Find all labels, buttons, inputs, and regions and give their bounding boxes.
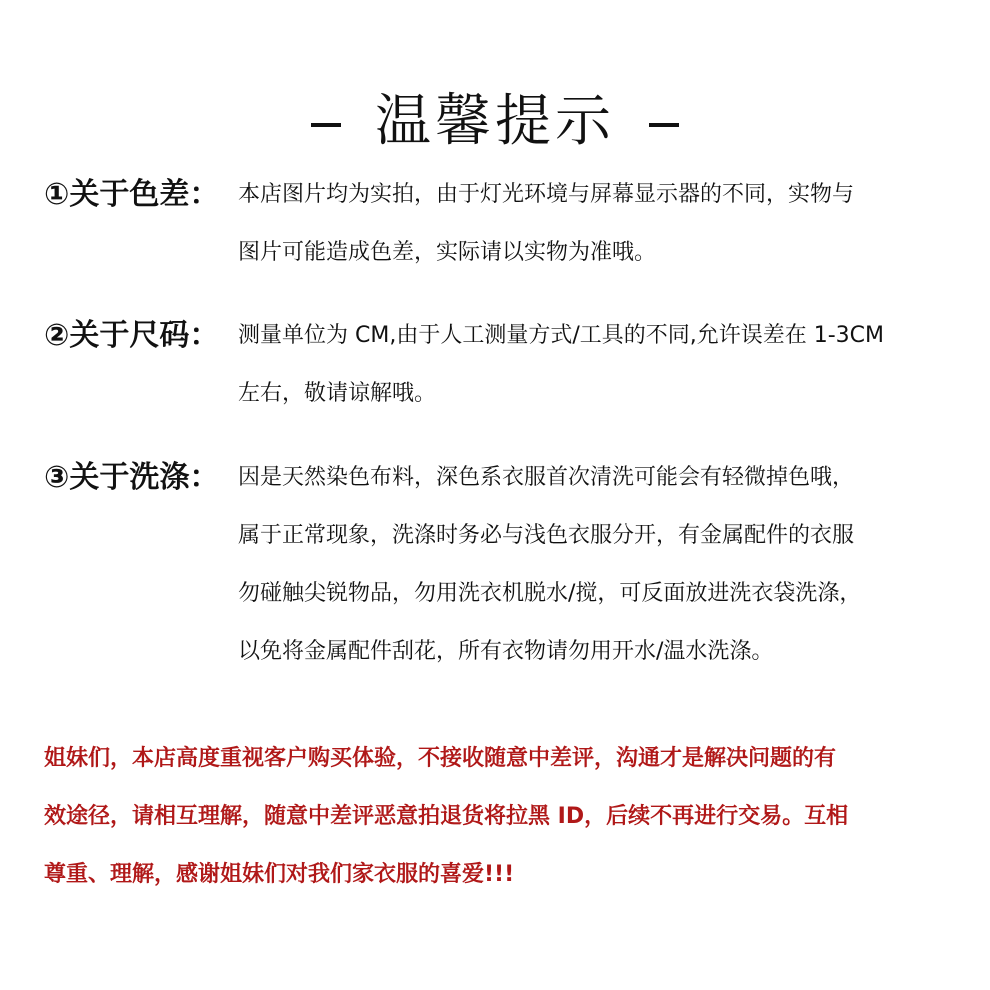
section-line: 以免将金属配件刮花，所有衣物请勿用开水/温水洗涤。 <box>238 639 774 664</box>
section-line: 属于正常现象，洗涤时务必与浅色衣服分开，有金属配件的衣服 <box>238 523 855 548</box>
page-title <box>0 84 990 160</box>
section-line: 勿碰触尖锐物品，勿用洗衣机脱水/搅，可反面放进洗衣袋洗涤， <box>238 581 862 606</box>
section-label-size: ②关于尺码： <box>44 318 220 353</box>
section-body-color-difference <box>238 166 854 282</box>
section-line: 本店图片均为实拍，由于灯光环境与屏幕显示器的不同，实物与 <box>238 182 855 207</box>
title-text: 温馨提示 <box>375 89 615 154</box>
notice-line: 尊重、理解，感谢姐妹们对我们家衣服的喜爱!!! <box>44 862 515 887</box>
section-color-difference <box>44 166 964 286</box>
title-left-dash <box>311 123 341 127</box>
section-size <box>44 307 964 427</box>
section-body-size <box>238 307 884 423</box>
section-body-washing <box>238 449 861 681</box>
section-line: 因是天然染色布料，深色系衣服首次清洗可能会有轻微掉色哦， <box>238 465 855 490</box>
seller-notice <box>44 730 964 904</box>
notice-line: 效途径，请相互理解，随意中差评恶意拍退货将拉黑 ID，后续不再进行交易。互相 <box>44 804 849 829</box>
section-label-washing: ③关于洗涤： <box>44 460 220 495</box>
section-line: 测量单位为 CM,由于人工测量方式/工具的不同,允许误差在 1-3CM <box>238 323 885 348</box>
section-line: 图片可能造成色差，实际请以实物为准哦。 <box>238 240 657 265</box>
title-right-dash <box>649 123 679 127</box>
section-label-color-difference: ①关于色差： <box>44 177 220 212</box>
section-washing <box>44 449 964 684</box>
section-line: 左右，敬请谅解哦。 <box>238 381 437 406</box>
notice-line: 姐妹们，本店高度重视客户购买体验，不接收随意中差评，沟通才是解决问题的有 <box>44 746 837 771</box>
